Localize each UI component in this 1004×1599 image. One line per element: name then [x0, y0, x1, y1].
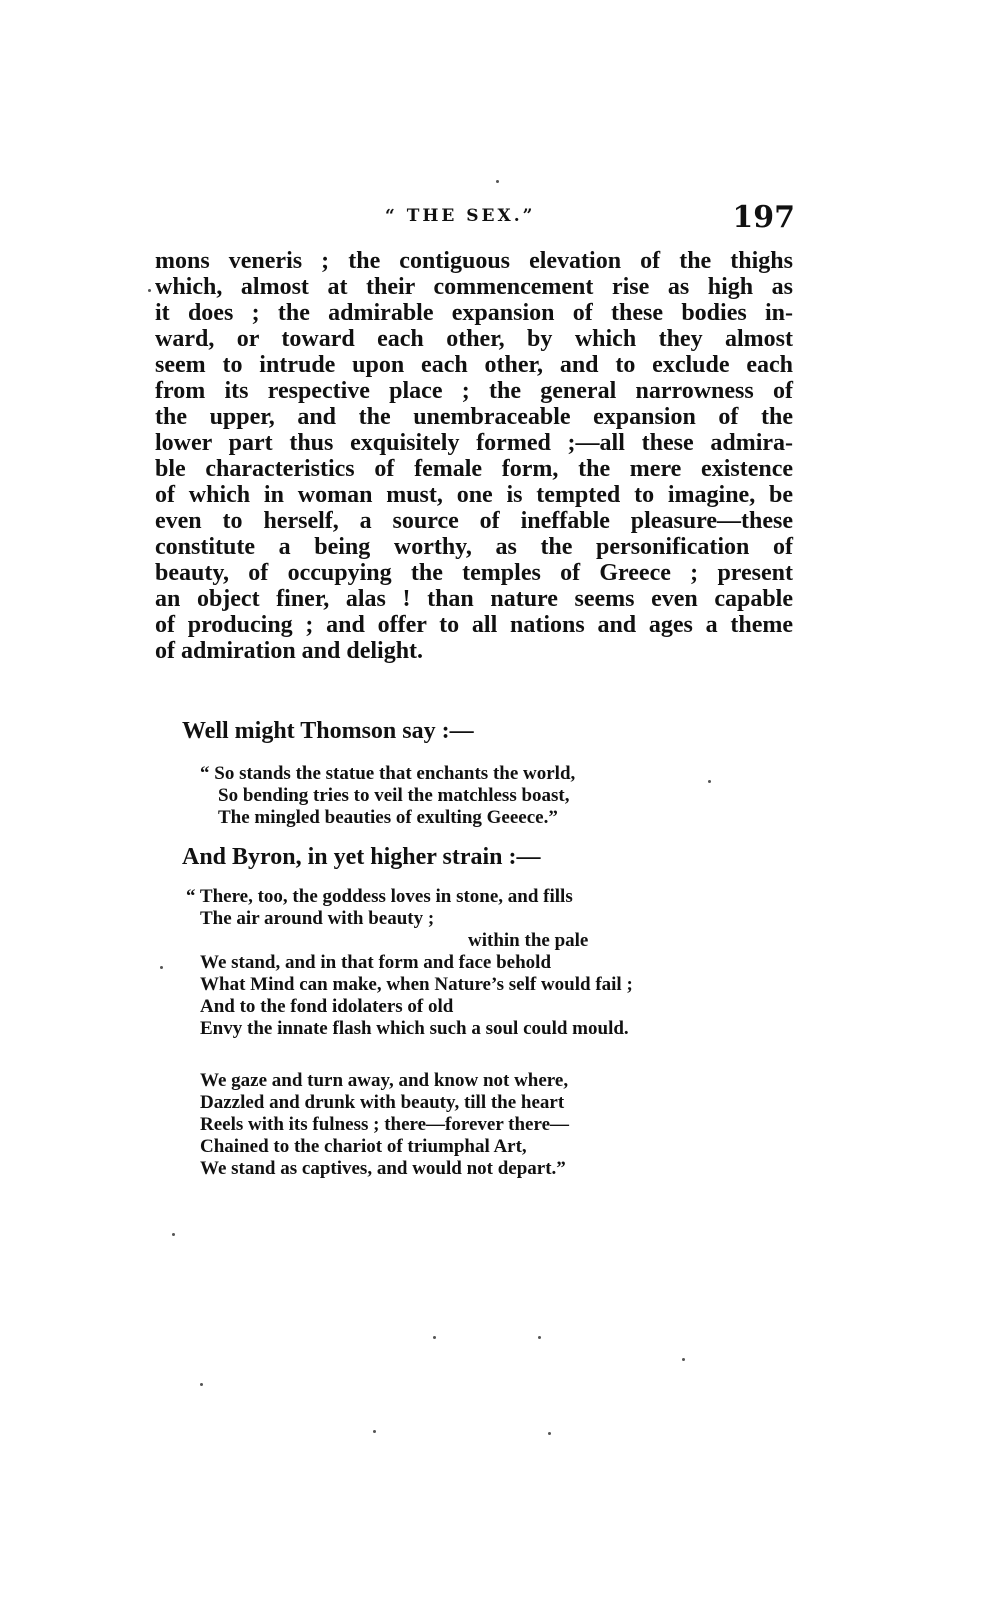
page-number: 197 — [732, 200, 795, 235]
print-speck — [148, 289, 151, 292]
verse-line: “ So stands the statue that enchants the world, — [200, 763, 576, 784]
verse-line: We gaze and turn away, and know not where, — [200, 1070, 569, 1091]
paragraph-line: the upper, and the unembraceable expansion of the — [155, 404, 793, 430]
byron-intro: And Byron, in yet higher strain :— — [182, 844, 541, 870]
paragraph-line: of admiration and delight. — [155, 638, 424, 664]
paragraph-line: lower part thus exquisitely formed ;—all these admira- — [155, 430, 793, 456]
verse-line: The air around with beauty ; — [200, 908, 435, 929]
paragraph-line: mons veneris ; the contiguous elevation of the thighs — [155, 248, 793, 274]
paragraph-line: ble characteristics of female form, the mere existence — [155, 456, 793, 482]
print-speck — [496, 180, 499, 183]
byron-quotation-stanza-2 — [200, 1070, 569, 1180]
print-speck — [682, 1358, 685, 1361]
verse-line: And to the fond idolaters of old — [200, 996, 454, 1017]
paragraph-line: an object finer, alas ! than nature seems even capable — [155, 586, 793, 612]
paragraph-line: of producing ; and offer to all nations and ages a theme — [155, 612, 793, 638]
paragraph-line: beauty, of occupying the temples of Greece ; present — [155, 560, 793, 586]
print-speck — [373, 1430, 376, 1433]
verse-line: Reels with its fulness ; there—forever there— — [200, 1114, 570, 1135]
paragraph-line: which, almost at their commencement rise as high as — [155, 274, 793, 300]
verse-line: Envy the innate flash which such a soul could mould. — [200, 1018, 629, 1039]
verse-line: So bending tries to veil the matchless boast, — [218, 785, 570, 806]
paragraph-line: it does ; the admirable expansion of these bodies in- — [155, 300, 793, 326]
paragraph-line: seem to intrude upon each other, and to exclude each — [155, 352, 793, 378]
verse-line: What Mind can make, when Nature’s self would fail ; — [200, 974, 633, 995]
byron-quotation-stanza-1 — [186, 886, 633, 1040]
verse-line: “ There, too, the goddess loves in stone, and fills — [186, 886, 573, 907]
print-speck — [538, 1336, 541, 1339]
paragraph-line: from its respective place ; the general narrowness of — [155, 378, 793, 404]
running-head: “ THE SEX.” — [385, 206, 536, 226]
verse-line: Chained to the chariot of triumphal Art, — [200, 1136, 527, 1157]
verse-line: Dazzled and drunk with beauty, till the heart — [200, 1092, 565, 1113]
paragraph-line: of which in woman must, one is tempted to imagine, be — [155, 482, 793, 508]
paragraph-line: ward, or toward each other, by which they almost — [155, 326, 793, 352]
verse-line: We stand, and in that form and face behold — [200, 952, 552, 973]
print-speck — [172, 1233, 175, 1236]
thomson-quotation — [200, 763, 575, 829]
print-speck — [200, 1383, 203, 1386]
paragraph-line: constitute a being worthy, as the personification of — [155, 534, 793, 560]
print-speck — [433, 1336, 436, 1339]
paragraph-line: even to herself, a source of ineffable pleasure—these — [155, 508, 793, 534]
print-speck — [708, 780, 711, 783]
page-header — [155, 200, 795, 240]
thomson-intro: Well might Thomson say :— — [182, 718, 474, 744]
print-speck — [548, 1432, 551, 1435]
print-speck — [160, 966, 163, 969]
verse-line: The mingled beauties of exulting Geeece.” — [218, 807, 558, 828]
verse-line: within the pale — [468, 930, 589, 951]
body-paragraph — [155, 248, 793, 664]
verse-line: We stand as captives, and would not depart.” — [200, 1158, 566, 1179]
